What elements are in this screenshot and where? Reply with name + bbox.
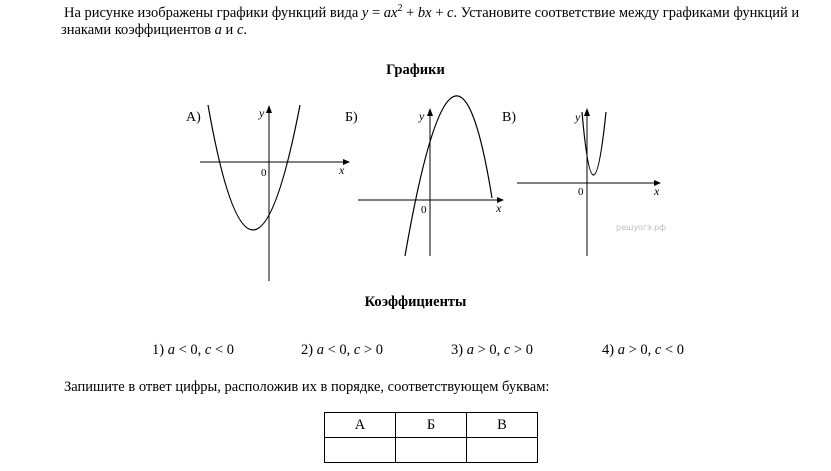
answer-cell-a[interactable]: [325, 438, 396, 463]
answer-table-input-row: [325, 438, 538, 463]
graph-c-x-label: x: [654, 184, 660, 198]
answer-table-header-row: [325, 413, 538, 438]
graph-a-y-arrow: [266, 105, 272, 113]
graph-c-label: В): [502, 110, 516, 125]
graph-a-label: А): [186, 110, 201, 125]
graph-c-origin: 0: [578, 186, 584, 198]
answer-cell-c[interactable]: [467, 438, 538, 463]
graph-b-y-label: y: [419, 109, 425, 123]
graph-c-y-arrow: [584, 108, 590, 116]
graphs-heading: Графики: [386, 62, 445, 78]
answer-instruction: Запишите в ответ цифры, расположив их в порядке, соответствующем буквам:: [64, 379, 550, 395]
graph-a-origin: 0: [261, 167, 267, 179]
watermark: решуогэ.рф: [616, 223, 667, 232]
graph-b-origin: 0: [421, 204, 427, 216]
coefficient-option-4: 4) a > 0, c < 0: [602, 342, 685, 358]
graph-c-y-label: y: [575, 110, 581, 124]
answer-header-c: В: [467, 413, 538, 438]
graph-b-label: Б): [345, 110, 358, 125]
task-text: На рисунке изображены графики функций вида $y = ax^2$ + bx + c. Установите соответствие между графиками функций и знаками коэффициентов a и c.: [61, 3, 800, 38]
coefficients-heading: Коэффициенты: [364, 294, 467, 310]
coefficient-option-3: 3) a > 0, c > 0: [451, 342, 534, 358]
answer-cell-b[interactable]: [396, 438, 467, 463]
coefficient-option-1: 1) a < 0, c < 0: [152, 342, 235, 358]
graph-b-y-arrow: [427, 108, 433, 116]
answer-table: [324, 412, 538, 463]
coefficient-option-2: 2) a < 0, c > 0: [301, 342, 384, 358]
graph-b-x-label: x: [496, 201, 502, 215]
graph-a-x-label: x: [339, 163, 345, 177]
graph-b: [355, 106, 515, 266]
graph-a: [195, 103, 355, 283]
answer-header-b: Б: [396, 413, 467, 438]
graph-a-y-label: y: [259, 106, 265, 120]
graph-c: [514, 106, 674, 266]
answer-header-a: А: [325, 413, 396, 438]
graph-a-curve: [208, 105, 300, 230]
graph-c-curve: [582, 112, 606, 175]
